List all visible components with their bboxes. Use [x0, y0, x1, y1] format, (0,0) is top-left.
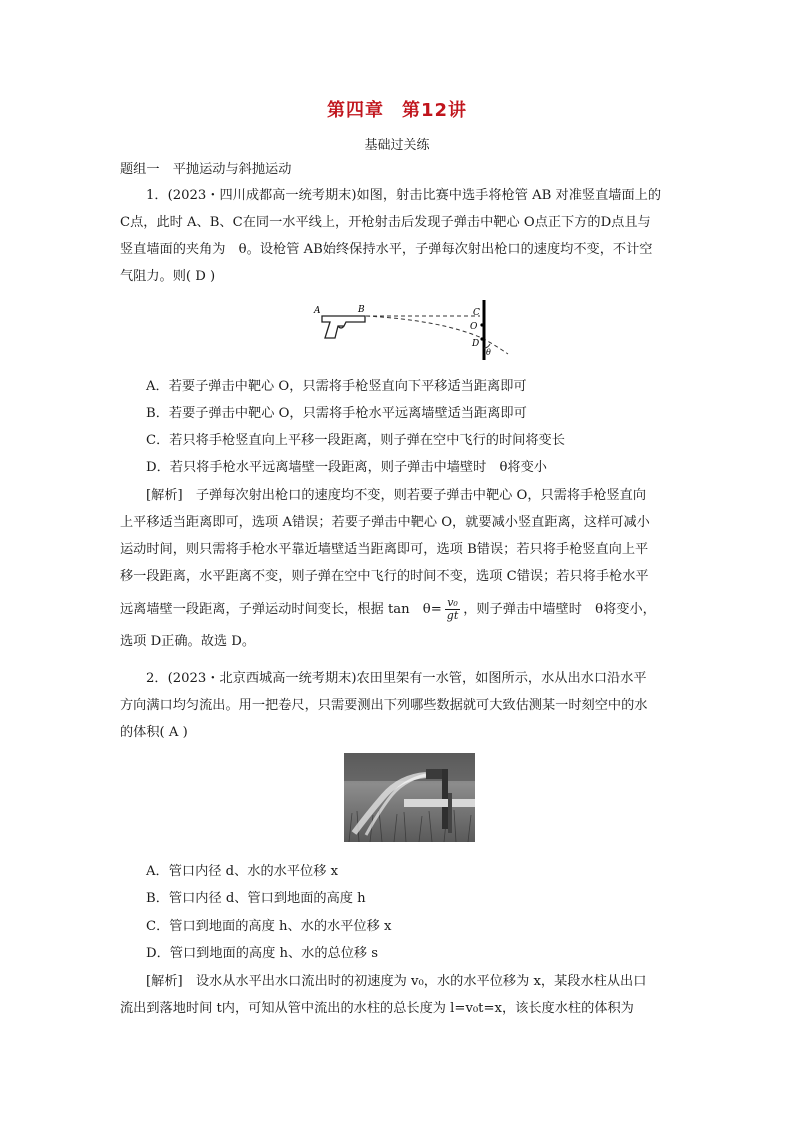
q1-option-b: B．若要子弹击中靶心 O，只需将手枪水平远离墙壁适当距离即可 — [146, 406, 527, 421]
q2-analysis-2: 流出到落地时间 t内，可知从管中流出的水柱的总长度为 l=v₀t=x，该长度水柱的体积为 — [120, 1001, 634, 1016]
q1-line-2: C点，此时 A、B、C在同一水平线上，开枪射击后发现子弹击中靶心 O点正下方的D点且与 — [120, 215, 651, 230]
fig-label-theta: θ — [486, 348, 491, 357]
fig-label-o: O — [470, 322, 478, 332]
water-pipe-photo-image — [344, 753, 475, 842]
q1-analysis-3: 运动时间，则只需将手枪水平靠近墙壁适当距离即可，选项 B错误；若只将手枪竖直向上平 — [120, 542, 649, 557]
group-heading: 题组一 平抛运动与斜抛运动 — [120, 162, 292, 177]
q2-analysis-1: [解析] 设水从水平出水口流出时的初速度为 v₀，水的水平位移为 x，某段水柱从出口 — [146, 974, 647, 989]
q1-analysis-2: 上平移适当距离即可，选项 A错误；若要子弹击中靶心 O，就要减小竖直距离，这样可减小 — [120, 515, 650, 530]
pistol-icon — [322, 316, 365, 338]
q1-option-d: D．若只将手枪水平远离墙壁一段距离，则子弹击中墙壁时 θ将变小 — [146, 460, 547, 475]
lesson-label: 第12讲 — [401, 100, 468, 121]
q1-option-c: C．若只将手枪竖直向上平移一段距离，则子弹在空中飞行的时间将变长 — [146, 433, 565, 448]
analysis-5-post: ，则子弹击中墙壁时 θ将变小， — [463, 602, 656, 617]
point-o — [480, 323, 483, 326]
q1-line-3: 竖直墙面的夹角为 θ。设枪管 AB始终保持水平，子弹每次射出枪口的速度均不变，不计空 — [120, 242, 653, 257]
q2-option-c: C．管口到地面的高度 h、水的水平位移 x — [146, 919, 392, 934]
fraction-denominator: gt — [446, 609, 459, 622]
q1-analysis-5 — [120, 596, 680, 624]
q2-option-b: B．管口内径 d、管口到地面的高度 h — [146, 891, 366, 906]
q1-option-a: A．若要子弹击中靶心 O，只需将手枪竖直向下平移适当距离即可 — [146, 379, 527, 394]
point-d — [480, 337, 483, 340]
page-subtitle: 基础过关练 — [364, 138, 430, 153]
q2-line-2: 方向满口均匀流出。用一把卷尺，只需要测出下列哪些数据就可大致估测某一时刻空中的水 — [120, 698, 648, 713]
q2-option-d: D．管口到地面的高度 h、水的总位移 s — [146, 946, 379, 961]
water-pipe-photo — [344, 753, 475, 842]
q1-figure — [310, 298, 520, 360]
q1-line-4: 气阻力。则( D ) — [120, 269, 216, 284]
analysis-5-pre: 远离墙壁一段距离，子弹运动时间变长，根据 tan θ= — [120, 602, 442, 617]
fraction-numerator: v₀ — [445, 597, 460, 610]
q1-line-1: 1．(2023・四川成都高一统考期末)如图，射击比赛中选手将枪管 AB 对准竖直墙面上的 — [146, 188, 662, 203]
q2-line-3: 的体积( A ) — [120, 725, 188, 740]
page-title — [0, 96, 794, 122]
fig-label-a: A — [314, 306, 321, 316]
q2-option-a: A．管口内径 d、水的水平位移 x — [146, 864, 339, 879]
fig-label-b: B — [358, 305, 365, 315]
q1-analysis-4: 移一段距离，水平距离不变，则子弹在空中飞行的时间不变，选项 C错误；若只将手枪水平 — [120, 569, 649, 584]
fig-label-d: D — [472, 339, 480, 349]
fig-label-c: C — [473, 308, 480, 318]
formula-fraction — [445, 597, 460, 622]
q1-analysis-6: 选项 D正确。故选 D。 — [120, 634, 256, 649]
chapter-label: 第四章 — [326, 100, 384, 121]
q1-analysis-1: [解析] 子弹每次射出枪口的速度均不变，则若要子弹击中靶心 O，只需将手枪竖直向 — [146, 488, 647, 503]
q2-line-1: 2．(2023・北京西城高一统考期末)农田里架有一水管，如图所示，水从出水口沿水平 — [146, 671, 647, 686]
